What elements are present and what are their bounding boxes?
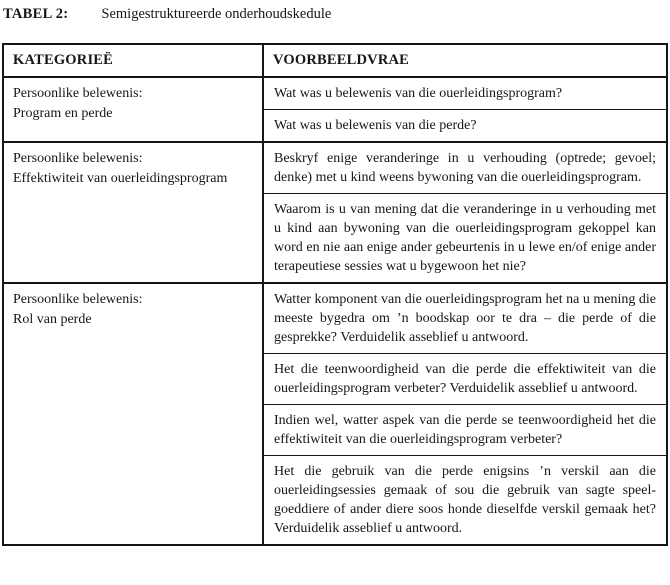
category-cell-rol-van-perde — [3, 283, 263, 545]
table-caption — [3, 6, 668, 23]
column-header-category: KATEGORIEË — [3, 44, 263, 77]
table-row — [3, 142, 667, 194]
question-cell: Wat was u belewenis van die ouerleidingsprogram? — [263, 77, 667, 110]
question-cell: Wat was u belewenis van die perde? — [263, 110, 667, 143]
question-cell: Waarom is u van mening dat die veranderinge in u verhouding met u kind aan bywoning van die ouerleidingsprogram gekoppel kan word en nie aan enige ander gebeurtenis in u lewe en/of enige ander terapeutiese sessies wat u bygewoon het nie? — [263, 194, 667, 284]
table-caption-label: TABEL 2: — [3, 6, 69, 22]
category-line: Persoonlike belewenis: — [13, 151, 143, 166]
table-row — [3, 77, 667, 110]
column-header-questions: VOORBEELDVRAE — [263, 44, 667, 77]
question-cell: Watter komponent van die ouerleidingsprogram het na u mening die meeste bygedra om ’n boodskap oor te dra – die perde of die gesprekke? Verduidelik asseblief u antwoord. — [263, 283, 667, 354]
category-line: Effektiwiteit van ouerleidingsprogram — [13, 170, 228, 186]
category-cell-effektiwiteit — [3, 142, 263, 283]
category-line: Persoonlike belewenis: — [13, 86, 143, 101]
question-cell: Het die teenwoordigheid van die perde die effektiwiteit van die ouerleidingsprogram verbeter? Verduidelik asseblief u antwoord. — [263, 354, 667, 405]
question-cell: Het die gebruik van die perde enigsins ’n verskil aan die ouerleidingsessies gemaak of sou die gebruik van sagte speel-goeddiere of ander diere soos honde dieselfde verskil gemaak het? Verduidelik asseblief u antwoord. — [263, 456, 667, 546]
table-caption-text: Semigestruktureerde onderhoudskedule — [101, 6, 332, 22]
question-cell: Indien wel, watter aspek van die perde se teenwoordigheid het die effektiwiteit van die ouerleidingsprogram verbeter? — [263, 405, 667, 456]
table-row — [3, 283, 667, 354]
category-cell-program-en-perde — [3, 77, 263, 142]
category-line: Persoonlike belewenis: — [13, 292, 143, 307]
category-line: Program en perde — [13, 105, 113, 121]
interview-schedule-table — [2, 43, 668, 546]
table-header-row — [3, 44, 667, 77]
category-line: Rol van perde — [13, 311, 92, 327]
question-cell: Beskryf enige veranderinge in u verhouding (optrede; gevoel; denke) met u kind weens bywoning van die ouerleidingsprogram. — [263, 142, 667, 194]
